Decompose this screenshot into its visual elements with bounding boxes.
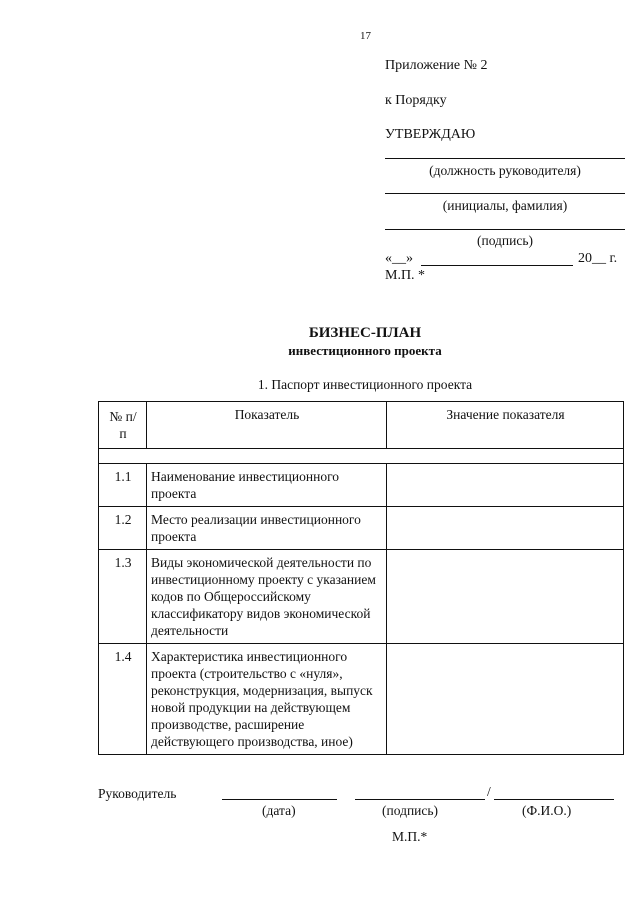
- name-caption: (инициалы, фамилия): [442, 198, 568, 213]
- header-number: [99, 402, 147, 449]
- header-value: Значение показателя: [387, 402, 624, 449]
- page-number: 17: [360, 30, 371, 42]
- position-line: [385, 158, 625, 159]
- date-year: 20__ г.: [578, 251, 618, 266]
- order-reference: к Порядку: [385, 93, 447, 108]
- row-value[interactable]: [387, 507, 624, 550]
- document-title: БИЗНЕС-ПЛАН: [308, 325, 422, 341]
- full-name-caption: (Ф.И.О.): [522, 803, 572, 818]
- footer-stamp: М.П.*: [392, 829, 428, 844]
- row-indicator: Место реализации инвестиционного проекта: [147, 507, 387, 550]
- appendix-label: Приложение № 2: [385, 58, 488, 73]
- passport-table: [98, 401, 624, 755]
- row-value[interactable]: [387, 550, 624, 644]
- row-value[interactable]: [387, 644, 624, 755]
- row-number: 1.2: [99, 507, 147, 550]
- stamp-label: М.П. *: [385, 268, 426, 283]
- date-line: [222, 799, 337, 800]
- table-row: [99, 464, 624, 507]
- row-indicator: Наименование инвестиционного проекта: [147, 464, 387, 507]
- table-row: [99, 507, 624, 550]
- row-indicator: Виды экономической деятельности по инвестиционному проекту с указанием кодов по Общероссийскому классификатору видов экономической деятельности: [147, 550, 387, 644]
- full-name-line: [494, 799, 614, 800]
- date-caption: (дата): [262, 803, 296, 818]
- row-number: 1.1: [99, 464, 147, 507]
- document-subtitle: инвестиционного проекта: [288, 343, 442, 358]
- name-line: [385, 193, 625, 194]
- approve-heading: УТВЕРЖДАЮ: [385, 127, 476, 142]
- row-value[interactable]: [387, 464, 624, 507]
- signature-line: [385, 229, 625, 230]
- table-row: [99, 644, 624, 755]
- footer-signature-caption: (подпись): [382, 803, 439, 818]
- row-number: 1.3: [99, 550, 147, 644]
- date-day: «__»: [385, 251, 413, 266]
- header-indicator: Показатель: [147, 402, 387, 449]
- table-header-row: [99, 402, 624, 449]
- row-indicator: Характеристика инвестиционного проекта (строительство с «нуля», реконструкция, модернизация, выпуск новой продукции на действующем производстве, расширение действующего производства, иное): [147, 644, 387, 755]
- footer-signature-line: [355, 799, 485, 800]
- date-month-line: [421, 265, 573, 266]
- position-caption: (должность руководителя): [429, 163, 581, 178]
- row-number: 1.4: [99, 644, 147, 755]
- section-title: 1. Паспорт инвестиционного проекта: [257, 377, 473, 392]
- table-row: [99, 550, 624, 644]
- head-label: Руководитель: [98, 786, 177, 801]
- slash-separator: /: [487, 784, 491, 799]
- header-number-label: № п/п: [109, 409, 137, 441]
- signature-caption: (подпись): [476, 233, 534, 248]
